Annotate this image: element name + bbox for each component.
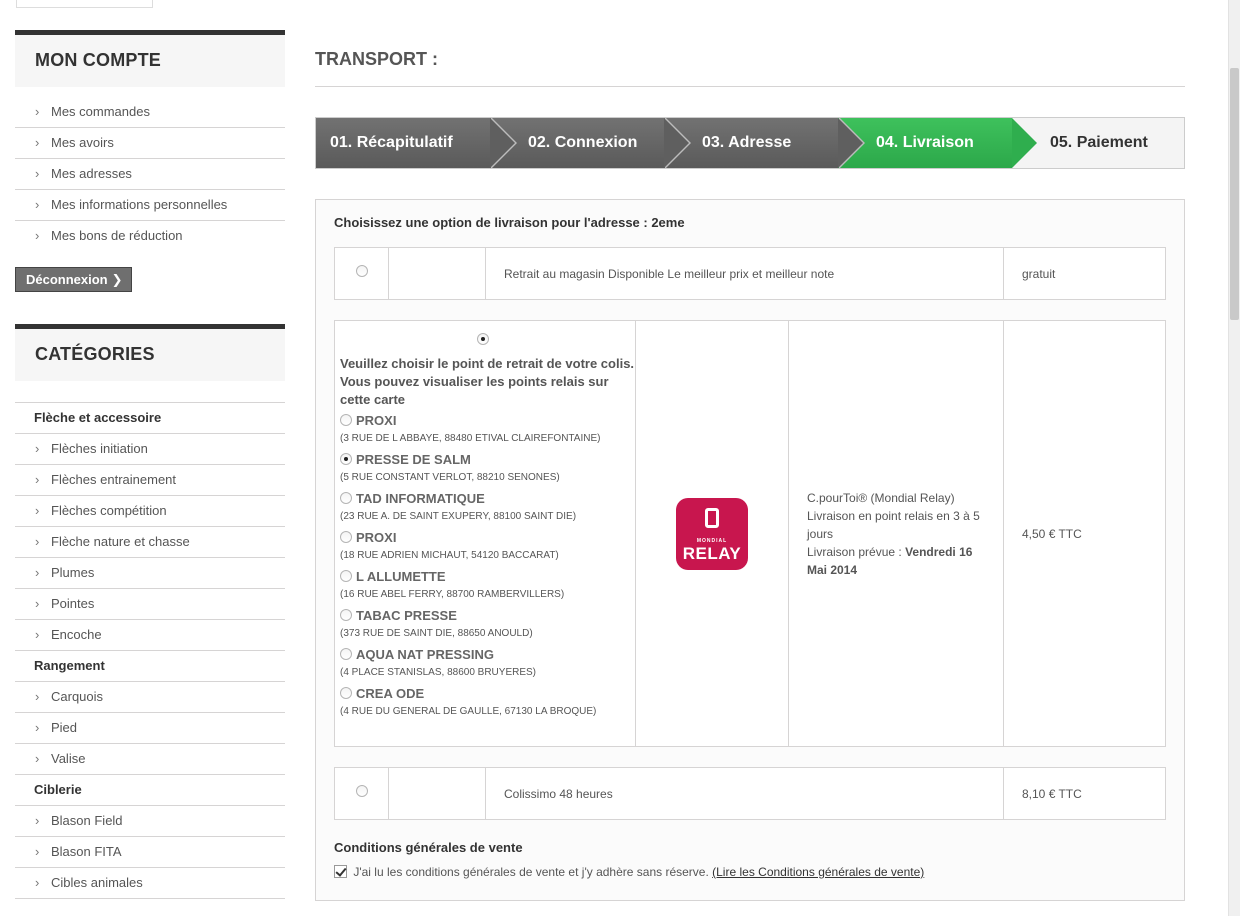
- top-tab[interactable]: [16, 0, 153, 8]
- relay-point-name: L ALLUMETTE: [356, 569, 446, 584]
- radio-cell: [335, 768, 389, 820]
- step-login[interactable]: 02. Connexion: [490, 118, 664, 168]
- terms-link[interactable]: (Lire les Conditions générales de vente): [712, 865, 925, 879]
- account-block-title: MON COMPTE: [15, 30, 285, 87]
- relay-point-radio[interactable]: [340, 570, 352, 582]
- account-item-addresses[interactable]: › Mes adresses: [15, 159, 285, 190]
- chevron-right-icon: ›: [35, 720, 40, 735]
- relay-point-address: (373 RUE DE SAINT DIE, 88650 ANOULD): [340, 628, 533, 639]
- category-item[interactable]: › Pointes: [15, 589, 285, 620]
- logo-cell: [389, 768, 486, 820]
- step-summary[interactable]: 01. Récapitulatif: [316, 118, 490, 168]
- chevron-right-icon: ›: [35, 751, 40, 766]
- relay-points-cell: [335, 321, 636, 747]
- relay-point-name: TAD INFORMATIQUE: [356, 491, 485, 506]
- category-item[interactable]: › Flèches compétition: [15, 496, 285, 527]
- scrollbar-thumb[interactable]: [1230, 68, 1239, 320]
- category-item[interactable]: › Pied: [15, 713, 285, 744]
- chevron-right-icon: ›: [35, 565, 40, 580]
- chevron-right-icon: ›: [35, 135, 40, 150]
- main-content: [315, 30, 1185, 901]
- page-scrollbar[interactable]: [1228, 0, 1240, 916]
- category-item[interactable]: › Plumes: [15, 558, 285, 589]
- radio-store[interactable]: [356, 265, 368, 277]
- chevron-right-icon: ›: [35, 503, 40, 518]
- delivery-price: 8,10 € TTC: [1004, 768, 1166, 820]
- chevron-right-icon: ›: [35, 441, 40, 456]
- relay-point-address: (4 RUE DU GENERAL DE GAULLE, 67130 LA BROQUE): [340, 706, 597, 717]
- relay-point[interactable]: [340, 452, 635, 491]
- categories-list: [15, 402, 285, 899]
- category-item[interactable]: › Blason Field: [15, 806, 285, 837]
- step-delivery[interactable]: 04. Livraison: [838, 118, 1012, 168]
- relay-point-name: PROXI: [356, 530, 397, 545]
- chevron-right-icon: ›: [35, 689, 40, 704]
- account-item-personal-info[interactable]: › Mes informations personnelles: [15, 190, 285, 221]
- category-group[interactable]: Ciblerie: [15, 775, 285, 806]
- delivery-option-relay[interactable]: [334, 320, 1166, 747]
- radio-cell: [335, 248, 389, 300]
- chevron-right-icon: ›: [35, 813, 40, 828]
- relay-point[interactable]: [340, 608, 635, 647]
- relay-point-radio[interactable]: [340, 687, 352, 699]
- delivery-price: gratuit: [1004, 248, 1166, 300]
- relay-point-radio[interactable]: [340, 492, 352, 504]
- chevron-right-icon: ›: [35, 534, 40, 549]
- relay-point-address: (16 RUE ABEL FERRY, 88700 RAMBERVILLERS): [340, 589, 565, 600]
- relay-point[interactable]: [340, 413, 635, 452]
- chevron-right-icon: ›: [35, 228, 40, 243]
- relay-mark-icon: [705, 508, 719, 528]
- radio-colissimo[interactable]: [356, 785, 368, 797]
- categories-block: [15, 324, 285, 899]
- chevron-right-icon: ›: [35, 875, 40, 890]
- delivery-option-colissimo[interactable]: [334, 767, 1166, 820]
- relay-point-name: CREA ODE: [356, 686, 425, 701]
- delivery-description: C.pourToi® (Mondial Relay) Livraison en point relais en 3 à 5 jours Livraison prévue : Vendredi 16 Mai 2014: [789, 321, 1004, 747]
- category-item[interactable]: › Valise: [15, 744, 285, 775]
- category-item[interactable]: › Encoche: [15, 620, 285, 651]
- relay-point-radio[interactable]: [340, 609, 352, 621]
- delivery-price: 4,50 € TTC: [1004, 321, 1166, 747]
- step-address[interactable]: 03. Adresse: [664, 118, 838, 168]
- category-item[interactable]: › Cibles animales: [15, 868, 285, 899]
- logout-button[interactable]: Déconnexion ❯: [15, 267, 132, 292]
- relay-point-name: PRESSE DE SALM: [356, 452, 471, 467]
- relay-point-name: AQUA NAT PRESSING: [356, 647, 494, 662]
- chevron-right-icon: ❯: [111, 272, 123, 287]
- account-item-orders[interactable]: › Mes commandes: [15, 97, 285, 128]
- category-group[interactable]: Flèche et accessoire: [15, 403, 285, 434]
- category-item[interactable]: › Flèches initiation: [15, 434, 285, 465]
- account-item-vouchers[interactable]: › Mes bons de réduction: [35, 228, 183, 243]
- relay-point-address: (3 RUE DE L ABBAYE, 88480 ETIVAL CLAIREFONTAINE): [340, 433, 601, 444]
- chevron-right-icon: ›: [35, 844, 40, 859]
- mondial-relay-logo: MONDIAL RELAY: [676, 498, 748, 570]
- relay-point-name: TABAC PRESSE: [356, 608, 457, 623]
- delivery-options-box: [315, 199, 1185, 901]
- chevron-right-icon: ›: [35, 197, 40, 212]
- category-item[interactable]: › Flèche nature et chasse: [15, 527, 285, 558]
- terms-line: J'ai lu les conditions générales de vente et j'y adhère sans réserve. (Lire les Conditions générales de vente): [334, 865, 1166, 879]
- relay-point-radio[interactable]: [340, 414, 352, 426]
- category-item[interactable]: › Blason FITA: [15, 837, 285, 868]
- page-title: TRANSPORT :: [315, 30, 1185, 87]
- radio-relay[interactable]: [477, 333, 489, 345]
- logo-cell: [636, 321, 789, 747]
- step-payment: 05. Paiement: [1050, 134, 1148, 151]
- terms-title: Conditions générales de vente: [334, 840, 523, 855]
- logo-cell: [389, 248, 486, 300]
- relay-point-radio[interactable]: [340, 453, 352, 465]
- sidebar: [15, 30, 285, 899]
- relay-choice-text: Veuillez choisir le point de retrait de votre colis. Vous pouvez visualiser les points relais sur cette carte: [340, 356, 635, 407]
- relay-point-address: (5 RUE CONSTANT VERLOT, 88210 SENONES): [340, 472, 560, 483]
- category-item[interactable]: › Flèches entrainement: [15, 465, 285, 496]
- relay-point[interactable]: [340, 647, 635, 686]
- account-menu: [15, 97, 285, 252]
- chevron-right-icon: ›: [35, 104, 40, 119]
- relay-point-radio[interactable]: [340, 531, 352, 543]
- relay-point[interactable]: [340, 530, 635, 569]
- category-group[interactable]: Rangement: [15, 651, 285, 682]
- delivery-options-title: Choisissez une option de livraison pour l'adresse : 2eme: [334, 215, 685, 230]
- checkout-steps: [315, 117, 1185, 169]
- categories-title: CATÉGORIES: [15, 324, 285, 381]
- delivery-description: Colissimo 48 heures: [486, 768, 1004, 820]
- relay-point[interactable]: [340, 569, 635, 608]
- relay-point-address: (23 RUE A. DE SAINT EXUPERY, 88100 SAINT DIE): [340, 511, 577, 522]
- chevron-right-icon: ›: [35, 627, 40, 642]
- relay-point-address: (18 RUE ADRIEN MICHAUT, 54120 BACCARAT): [340, 550, 559, 561]
- relay-points-list: [335, 413, 635, 725]
- chevron-right-icon: ›: [35, 472, 40, 487]
- delivery-option-store[interactable]: [334, 247, 1166, 300]
- chevron-right-icon: ›: [35, 596, 40, 611]
- chevron-right-icon: ›: [35, 166, 40, 181]
- account-item-credits[interactable]: › Mes avoirs: [15, 128, 285, 159]
- relay-point-name: PROXI: [356, 413, 397, 428]
- terms-checkbox[interactable]: [334, 865, 347, 878]
- relay-point[interactable]: [340, 686, 635, 725]
- relay-point[interactable]: [340, 491, 635, 530]
- relay-point-radio[interactable]: [340, 648, 352, 660]
- category-item[interactable]: › Carquois: [15, 682, 285, 713]
- delivery-date: Vendredi 16 Mai 2014: [807, 544, 973, 577]
- relay-point-address: (4 PLACE STANISLAS, 88600 BRUYERES): [340, 667, 537, 678]
- delivery-description: Retrait au magasin Disponible Le meilleur prix et meilleur note: [486, 248, 1004, 300]
